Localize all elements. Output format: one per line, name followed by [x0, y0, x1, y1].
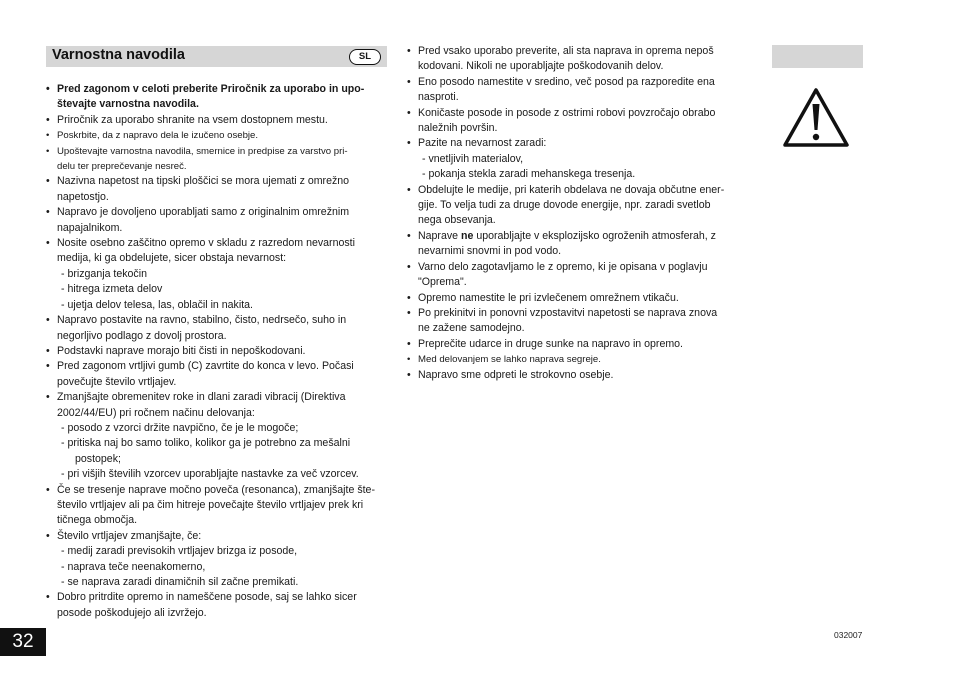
warning-triangle-icon	[782, 86, 850, 148]
item-line: • Napravo je dovoljeno uporabljati samo z originalnim omrežnim	[57, 206, 350, 219]
right-header-bar	[772, 45, 863, 68]
item-line: števajte varnostna navodila.	[57, 98, 199, 111]
bullet-item	[407, 260, 748, 291]
item-text: Naprave	[418, 229, 461, 242]
item-line: • Obdelujte le medije, pri katerih obdelava ne dovaja občutne ener-	[418, 183, 725, 196]
item-line: • Varno delo zagotavljamo le z opremo, ki je opisana v poglavju	[418, 260, 708, 273]
item-line: • Pazite na nevarnost zaradi:	[418, 137, 547, 150]
item-text: uporabljajte v eksplozijsko ogroženih atmosferah, z	[473, 229, 716, 242]
language-badge: SL	[349, 49, 381, 65]
bullet-item	[407, 291, 748, 306]
bullet-item	[407, 44, 748, 75]
section-header	[46, 46, 387, 67]
item-line: • Podstavki naprave morajo biti čisti in nepoškodovani.	[57, 344, 306, 357]
item-line: • Upoštevajte varnostna navodila, smernice in predpise za varstvo pri-	[57, 145, 348, 157]
item-line: posode poškodujejo ali izvržejo.	[57, 606, 207, 619]
item-line: • Število vrtljajev zmanjšajte, če:	[57, 529, 202, 542]
sub-item: - posodo z vzorci držite navpično, če je le mogoče;	[61, 421, 299, 434]
bullet-item	[407, 352, 748, 367]
sub-item: - hitrega izmeta delov	[61, 283, 163, 296]
bullet-item	[46, 313, 386, 344]
item-line: povečujte število vrtljajev.	[57, 375, 177, 388]
item-line: negorljivo podlago z dovolj prostora.	[57, 329, 227, 342]
item-line: • Napravo postavite na ravno, stabilno, čisto, nedrsečo, suho in	[57, 314, 347, 327]
bullet-item	[407, 368, 748, 383]
item-line: nasproti.	[418, 91, 459, 104]
item-line: • Preprečite udarce in druge sunke na napravo in opremo.	[418, 337, 684, 350]
sub-item: - medij zaradi previsokih vrtljajev brizga iz posode,	[61, 545, 298, 558]
item-line: • Nosite osebno zaščitno opremo v skladu z razredom nevarnosti	[57, 237, 355, 250]
bullet-item	[407, 229, 748, 260]
item-line: • Dobro pritrdite opremo in nameščene posode, saj se lahko sicer	[57, 591, 357, 604]
bullet-item	[46, 174, 386, 205]
item-line: • Po prekinitvi in ponovni vzpostavitvi napetosti se naprava znova	[418, 306, 718, 319]
item-line: 2002/44/EU) pri ročnem načinu delovanja:	[57, 406, 255, 419]
item-line: • Pred zagonom v celoti preberite Priročnik za uporabo in upo-	[57, 83, 365, 95]
item-line: tičnega območja.	[57, 514, 138, 527]
bullet-item	[407, 306, 748, 337]
bullet-item	[407, 337, 748, 352]
item-line: napetostjo.	[57, 190, 109, 203]
item-line: • Zmanjšajte obremenitev roke in dlani zaradi vibracij (Direktiva	[57, 391, 346, 404]
item-line: • Opremo namestite le pri izvlečenem omrežnem vtikaču.	[418, 291, 679, 304]
document-code: 032007	[834, 630, 863, 640]
item-line: gije. To velja tudi za druge dovode energije, npr. zaradi svetlob	[418, 199, 711, 212]
bullet-item	[46, 144, 386, 175]
item-line: • Pred zagonom vrtljivi gumb (C) zavrtite do konca v levo. Počasi	[57, 360, 354, 373]
item-line: napajalnikom.	[57, 221, 123, 234]
bullet-item	[46, 590, 386, 621]
bullet-item	[46, 128, 386, 143]
item-line: naležnih površin.	[418, 122, 498, 135]
item-line: • Pred vsako uporabo preverite, ali sta naprava in oprema nepoš	[418, 45, 714, 57]
sub-item: - vnetljivih materialov,	[422, 152, 524, 165]
bullet-item	[46, 529, 386, 544]
bullet-item	[407, 106, 748, 137]
item-line: medija, ki ga obdelujete, sicer obstaja nevarnost:	[57, 252, 287, 265]
sub-item: - brizganja tekočin	[61, 267, 147, 280]
bullet-item	[46, 205, 386, 236]
middle-column	[407, 44, 748, 383]
bullet-item	[46, 236, 386, 267]
item-line: nega obsevanja.	[418, 214, 496, 227]
bullet-item	[407, 183, 748, 229]
item-line: • Poskrbite, da z napravo dela le izučeno osebje.	[57, 130, 259, 142]
item-line: • Nazivna napetost na tipski ploščici se mora ujemati z omrežno	[57, 175, 350, 188]
item-line: • Koničaste posode in posode z ostrimi robovi povzročajo obrabo	[418, 106, 716, 119]
sub-item: postopek;	[75, 452, 121, 465]
item-line: • Med delovanjem se lahko naprava segreje.	[418, 354, 601, 366]
emphasis-text: ne	[461, 229, 474, 242]
section-title: Varnostna navodila	[52, 47, 185, 63]
item-line	[418, 229, 748, 244]
page-number: 32	[0, 628, 46, 656]
sub-item: - naprava teče neenakomerno,	[61, 560, 206, 573]
item-line: • Če se tresenje naprave močno poveča (resonanca), zmanjšajte šte-	[57, 483, 375, 496]
bullet-item	[407, 136, 748, 151]
item-line: • Napravo sme odpreti le strokovno osebje.	[418, 368, 614, 381]
item-line: nevarnimi snovmi in pod vodo.	[418, 245, 562, 258]
left-column	[46, 82, 386, 621]
item-line: delu ter preprečevanje nesreč.	[57, 161, 187, 173]
item-line: število vrtljajev ali pa čim hitreje povečajte število vrtljajev prek kri	[57, 498, 364, 511]
item-line: "Oprema".	[418, 276, 467, 289]
bullet-item	[407, 75, 748, 106]
bullet-item	[46, 359, 386, 390]
item-line: kodovani. Nikoli ne uporabljajte poškodovanih delov.	[418, 60, 664, 73]
bullet-item	[46, 344, 386, 359]
bullet-item	[46, 390, 386, 421]
sub-item: - pri višjih številih vzorcev uporabljajte nastavke za več vzorcev.	[61, 468, 359, 481]
sub-item: - se naprava zaradi dinamičnih sil začne premikati.	[61, 576, 299, 588]
bullet-item	[46, 82, 386, 113]
item-line: • Priročnik za uporabo shranite na vsem dostopnem mestu.	[57, 113, 328, 126]
item-line: • Eno posodo namestite v sredino, več posod pa razporedite ena	[418, 75, 715, 88]
item-line: ne zažene samodejno.	[418, 322, 525, 335]
sub-item: - pritiska naj bo samo toliko, kolikor ga je potrebno za mešalni	[61, 437, 351, 450]
bullet-item	[46, 113, 386, 128]
sub-item: - pokanja stekla zaradi mehanskega tresenja.	[422, 168, 636, 181]
sub-item: - ujetja delov telesa, las, oblačil in nakita.	[61, 298, 253, 311]
bullet-item	[46, 483, 386, 529]
